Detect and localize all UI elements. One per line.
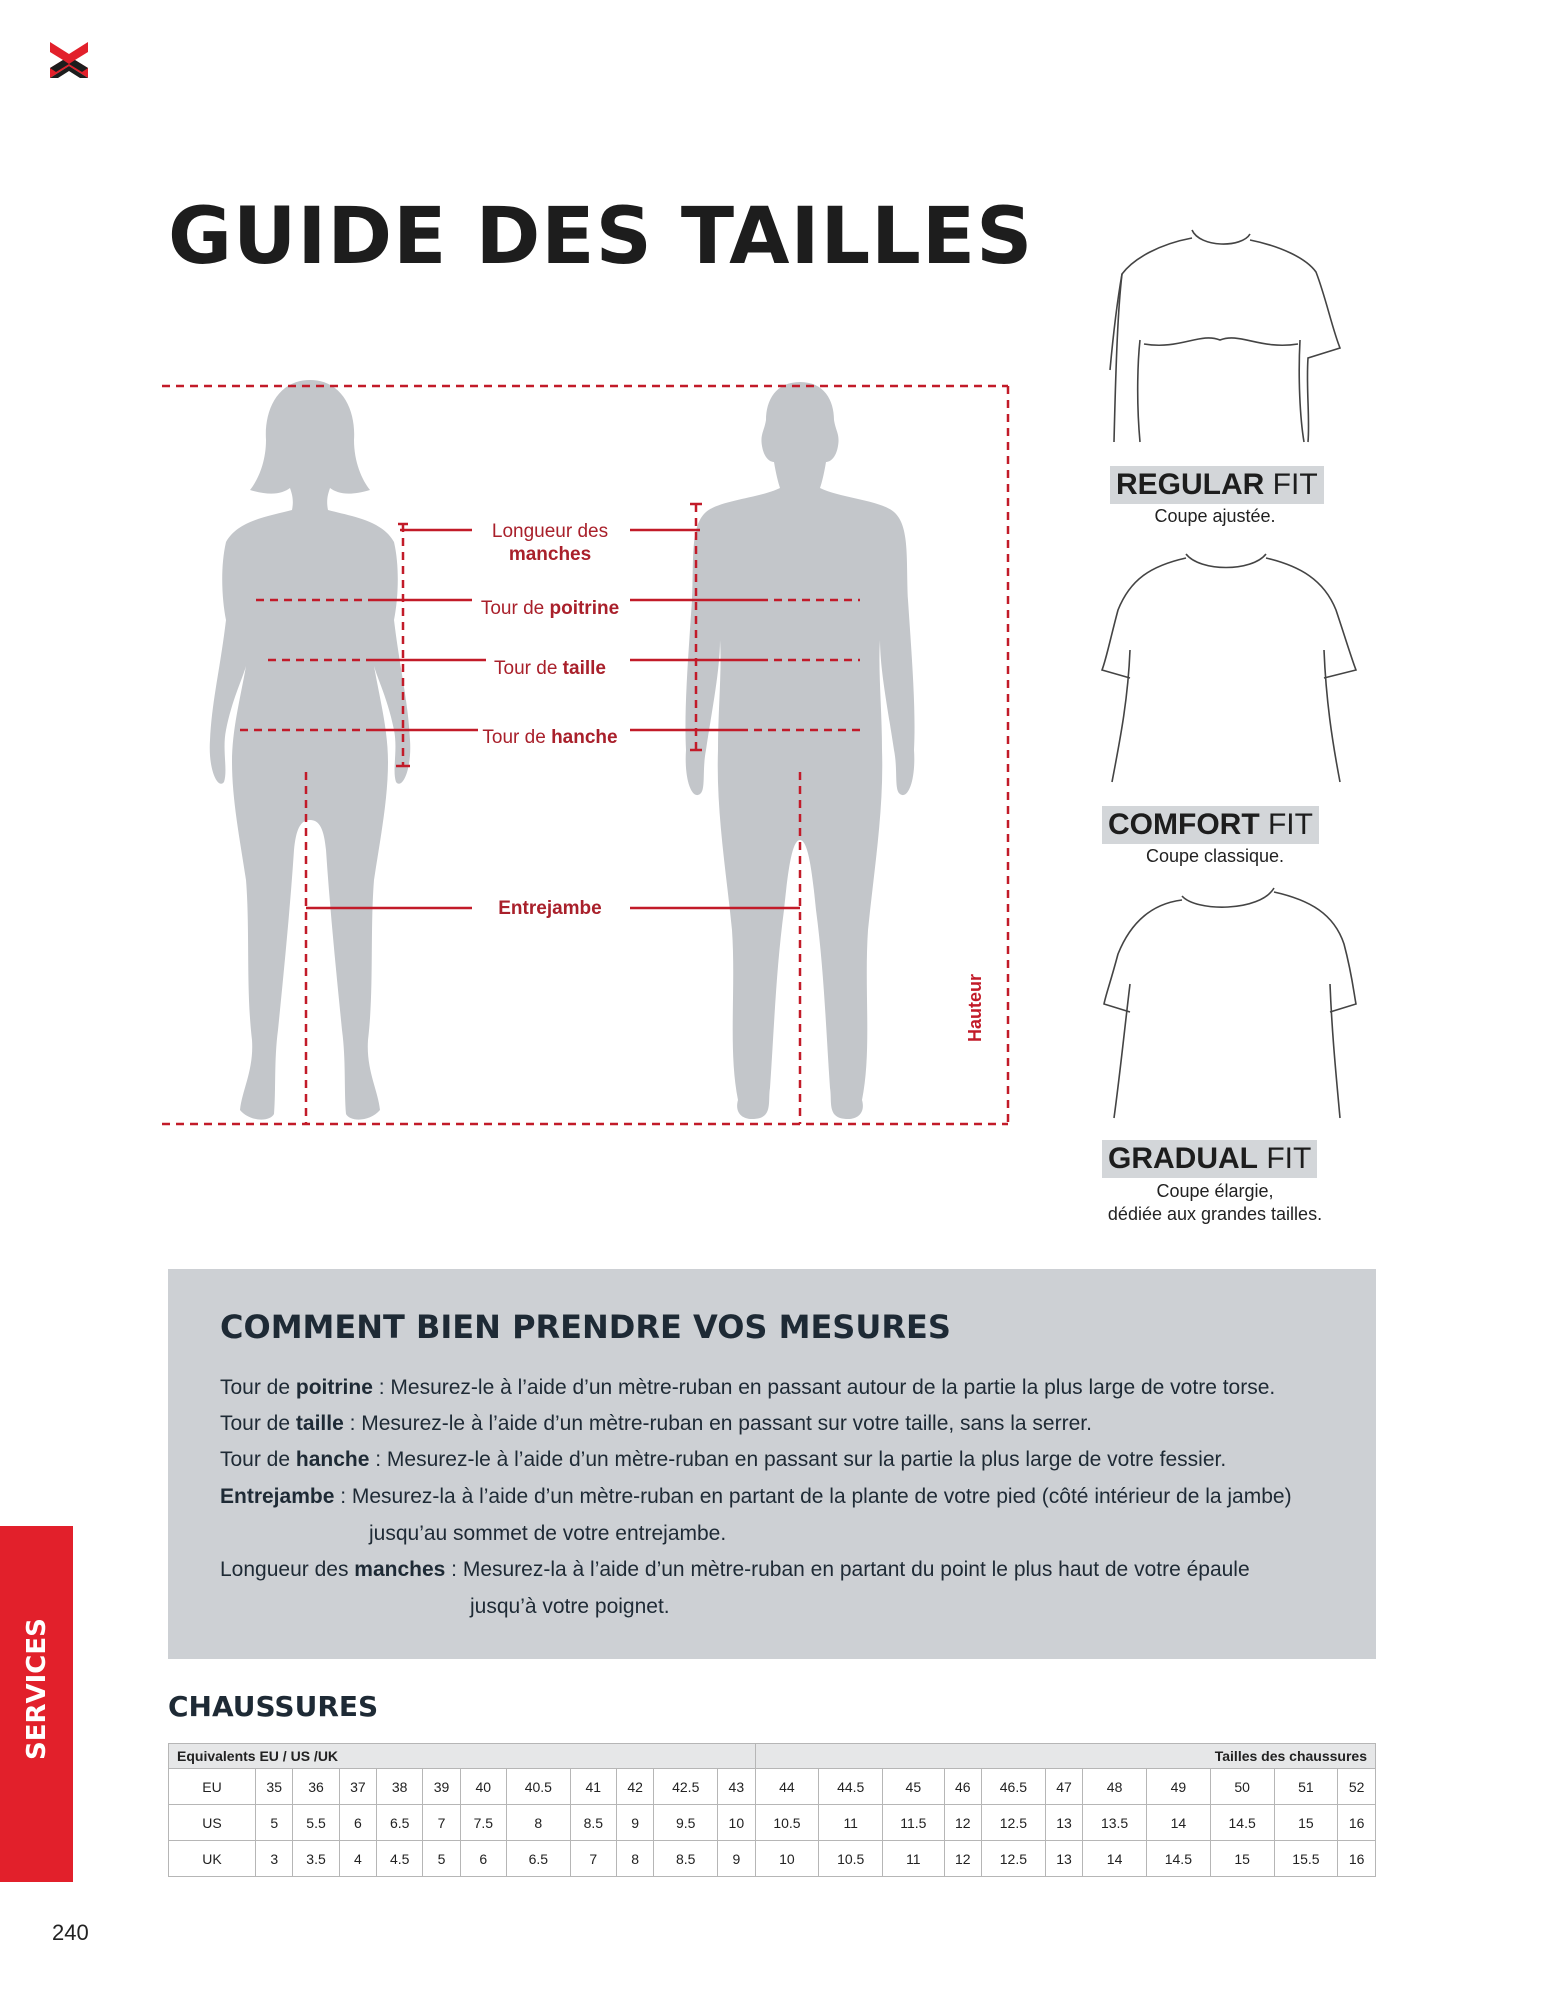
chest-label-prefix: Tour de: [480, 598, 550, 619]
table-cell: 6: [460, 1841, 506, 1877]
gradual-fit-name: [1102, 1140, 1317, 1178]
chest-instruction: [220, 1376, 1275, 1400]
hip-instruction-prefix: Tour de: [220, 1448, 296, 1471]
hip-label-prefix: Tour de: [482, 727, 552, 748]
shoe-table-header: [169, 1744, 1376, 1769]
table-cell: 14: [1083, 1841, 1147, 1877]
table-cell: 8.5: [654, 1841, 718, 1877]
table-cell: 9: [616, 1805, 653, 1841]
sleeve-instruction-cont: jusqu’à votre poignet.: [470, 1595, 670, 1618]
table-cell: 8: [506, 1805, 570, 1841]
table-cell: 52: [1338, 1769, 1376, 1805]
table-cell: 3.5: [293, 1841, 339, 1877]
regular-fit-desc: Coupe ajustée.: [1154, 506, 1276, 526]
table-cell: 11.5: [883, 1805, 944, 1841]
inseam-label-text: Entrejambe: [498, 898, 602, 919]
table-cell: 5: [256, 1805, 293, 1841]
table-cell: 9.5: [654, 1805, 718, 1841]
chest-instruction-prefix: Tour de: [220, 1376, 296, 1399]
gradual-fit-desc-line2: dédiée aux grandes tailles.: [1107, 1204, 1323, 1224]
table-cell: 7: [423, 1805, 460, 1841]
table-cell: 43: [718, 1769, 755, 1805]
sleeve-instruction-bold: manches: [354, 1558, 446, 1581]
table-cell: 5.5: [293, 1805, 339, 1841]
table-cell: 13.5: [1083, 1805, 1147, 1841]
comfort-fit-bold: COMFORT: [1108, 808, 1260, 841]
shoe-table-body: [169, 1769, 1376, 1877]
row-label: UK: [169, 1841, 256, 1877]
table-cell: 4.5: [377, 1841, 423, 1877]
table-cell: 7: [570, 1841, 616, 1877]
table-cell: 42.5: [654, 1769, 718, 1805]
inseam-instruction: [220, 1485, 1292, 1509]
table-cell: 9: [718, 1841, 755, 1877]
table-cell: 12.5: [981, 1805, 1045, 1841]
table-cell: 14.5: [1210, 1805, 1274, 1841]
table-cell: 6.5: [506, 1841, 570, 1877]
table-cell: 15.5: [1274, 1841, 1338, 1877]
comfort-fit-desc: Coupe classique.: [1145, 846, 1285, 866]
inseam-label: [476, 898, 624, 920]
gradual-fit-desc: [1085, 1180, 1345, 1226]
hip-instruction-bold: hanche: [295, 1448, 370, 1471]
waist-label-prefix: Tour de: [494, 658, 563, 679]
shoe-header-left: Equivalents EU / US /UK: [169, 1744, 756, 1769]
regular-fit-tshirt-icon: [1100, 228, 1350, 448]
comfort-fit-rest: FIT: [1259, 808, 1313, 841]
table-cell: 10: [718, 1805, 755, 1841]
waist-instruction-prefix: Tour de: [220, 1412, 296, 1435]
hip-instruction-text: : Mesurez-le à l’aide d’un mètre-ruban en passant sur la partie la plus large de votre fessier.: [369, 1448, 1227, 1471]
table-cell: 36: [293, 1769, 339, 1805]
shoe-header-right: Tailles des chaussures: [755, 1744, 1375, 1769]
table-cell: 7.5: [460, 1805, 506, 1841]
gradual-fit-bold: GRADUAL: [1108, 1142, 1258, 1175]
page-title: GUIDE DES TAILLES: [168, 192, 1034, 282]
table-cell: 40: [460, 1769, 506, 1805]
table-cell: 12.5: [981, 1841, 1045, 1877]
sleeve-length-label: [476, 520, 624, 566]
regular-fit-name: [1110, 466, 1324, 504]
table-cell: 6.5: [377, 1805, 423, 1841]
chest-instruction-bold: poitrine: [295, 1376, 373, 1399]
table-cell: 15: [1210, 1841, 1274, 1877]
inseam-instruction-bold: Entrejambe: [220, 1485, 335, 1508]
table-cell: 44: [755, 1769, 819, 1805]
table-cell: 41: [570, 1769, 616, 1805]
table-cell: 8.5: [570, 1805, 616, 1841]
sleeve-instruction-prefix: Longueur des: [220, 1558, 355, 1581]
shoes-title: CHAUSSURES: [168, 1690, 379, 1723]
hip-label: [476, 727, 624, 749]
waist-label: [476, 658, 624, 680]
chest-label-bold: poitrine: [549, 598, 620, 619]
table-cell: 13: [1045, 1805, 1082, 1841]
table-cell: 10.5: [755, 1805, 819, 1841]
waist-label-bold: taille: [562, 658, 606, 679]
gradual-fit-desc-line1: Coupe élargie,: [1156, 1181, 1274, 1201]
sleeve-instruction: [220, 1558, 1250, 1582]
table-cell: 44.5: [819, 1769, 883, 1805]
hip-label-bold: hanche: [551, 727, 618, 748]
table-cell: 11: [883, 1841, 944, 1877]
hip-instruction: [220, 1448, 1226, 1472]
gradual-fit-tshirt-icon: [1100, 884, 1360, 1124]
table-cell: 49: [1146, 1769, 1210, 1805]
gradual-fit-rest: FIT: [1258, 1142, 1312, 1175]
table-cell: 16: [1338, 1841, 1376, 1877]
regular-fit-bold: REGULAR: [1116, 468, 1265, 501]
shoe-size-table: [168, 1743, 1376, 1877]
waist-instruction-text: : Mesurez-le à l’aide d’un mètre-ruban en passant sur votre taille, sans la serrer.: [343, 1412, 1092, 1435]
table-cell: 5: [423, 1841, 460, 1877]
table-cell: 47: [1045, 1769, 1082, 1805]
height-label: Hauteur: [965, 973, 985, 1042]
table-cell: 46: [944, 1769, 981, 1805]
row-label: EU: [169, 1769, 256, 1805]
comfort-fit-name: [1102, 806, 1319, 844]
table-cell: 42: [616, 1769, 653, 1805]
table-row: [169, 1841, 1376, 1877]
table-cell: 46.5: [981, 1769, 1045, 1805]
table-cell: 10: [755, 1841, 819, 1877]
table-cell: 38: [377, 1769, 423, 1805]
table-cell: 12: [944, 1805, 981, 1841]
row-label: US: [169, 1805, 256, 1841]
table-cell: 4: [339, 1841, 376, 1877]
table-row: [169, 1769, 1376, 1805]
sleeve-label-line1: Longueur des: [491, 521, 609, 542]
sleeve-label-line2: manches: [508, 544, 592, 565]
man-silhouette: [685, 382, 914, 1119]
chest-instruction-text: : Mesurez-le à l’aide d’un mètre-ruban en passant autour de la partie la plus large de votre torse.: [372, 1376, 1276, 1399]
table-cell: 14.5: [1146, 1841, 1210, 1877]
waist-instruction: [220, 1412, 1092, 1436]
waist-instruction-bold: taille: [295, 1412, 344, 1435]
table-cell: 40.5: [506, 1769, 570, 1805]
body-measurement-diagram: [160, 370, 1020, 1140]
table-cell: 48: [1083, 1769, 1147, 1805]
table-cell: 45: [883, 1769, 944, 1805]
table-cell: 51: [1274, 1769, 1338, 1805]
table-cell: 15: [1274, 1805, 1338, 1841]
sleeve-instruction-text: : Mesurez-la à l’aide d’un mètre-ruban en partant du point le plus haut de votre épaule: [445, 1558, 1250, 1581]
regular-fit-rest: FIT: [1264, 468, 1318, 501]
inseam-instruction-cont: jusqu’au sommet de votre entrejambe.: [369, 1522, 727, 1545]
brand-logo-icon: [48, 38, 90, 80]
woman-silhouette: [210, 380, 411, 1120]
chest-label: [476, 598, 624, 620]
page-number: 240: [52, 1920, 89, 1945]
table-cell: 39: [423, 1769, 460, 1805]
inseam-instruction-text: : Mesurez-la à l’aide d’un mètre-ruban en partant de la plante de votre pied (côté intérieur de la jambe): [334, 1485, 1292, 1508]
comfort-fit-tshirt-icon: [1100, 550, 1360, 790]
table-row: [169, 1805, 1376, 1841]
table-cell: 8: [616, 1841, 653, 1877]
table-cell: 13: [1045, 1841, 1082, 1877]
table-cell: 11: [819, 1805, 883, 1841]
table-cell: 16: [1338, 1805, 1376, 1841]
table-cell: 12: [944, 1841, 981, 1877]
table-cell: 10.5: [819, 1841, 883, 1877]
table-cell: 37: [339, 1769, 376, 1805]
services-label: SERVICES: [22, 1618, 52, 1760]
table-cell: 35: [256, 1769, 293, 1805]
table-cell: 14: [1146, 1805, 1210, 1841]
table-cell: 50: [1210, 1769, 1274, 1805]
table-cell: 3: [256, 1841, 293, 1877]
table-cell: 6: [339, 1805, 376, 1841]
measurement-title: COMMENT BIEN PRENDRE VOS MESURES: [220, 1308, 951, 1346]
